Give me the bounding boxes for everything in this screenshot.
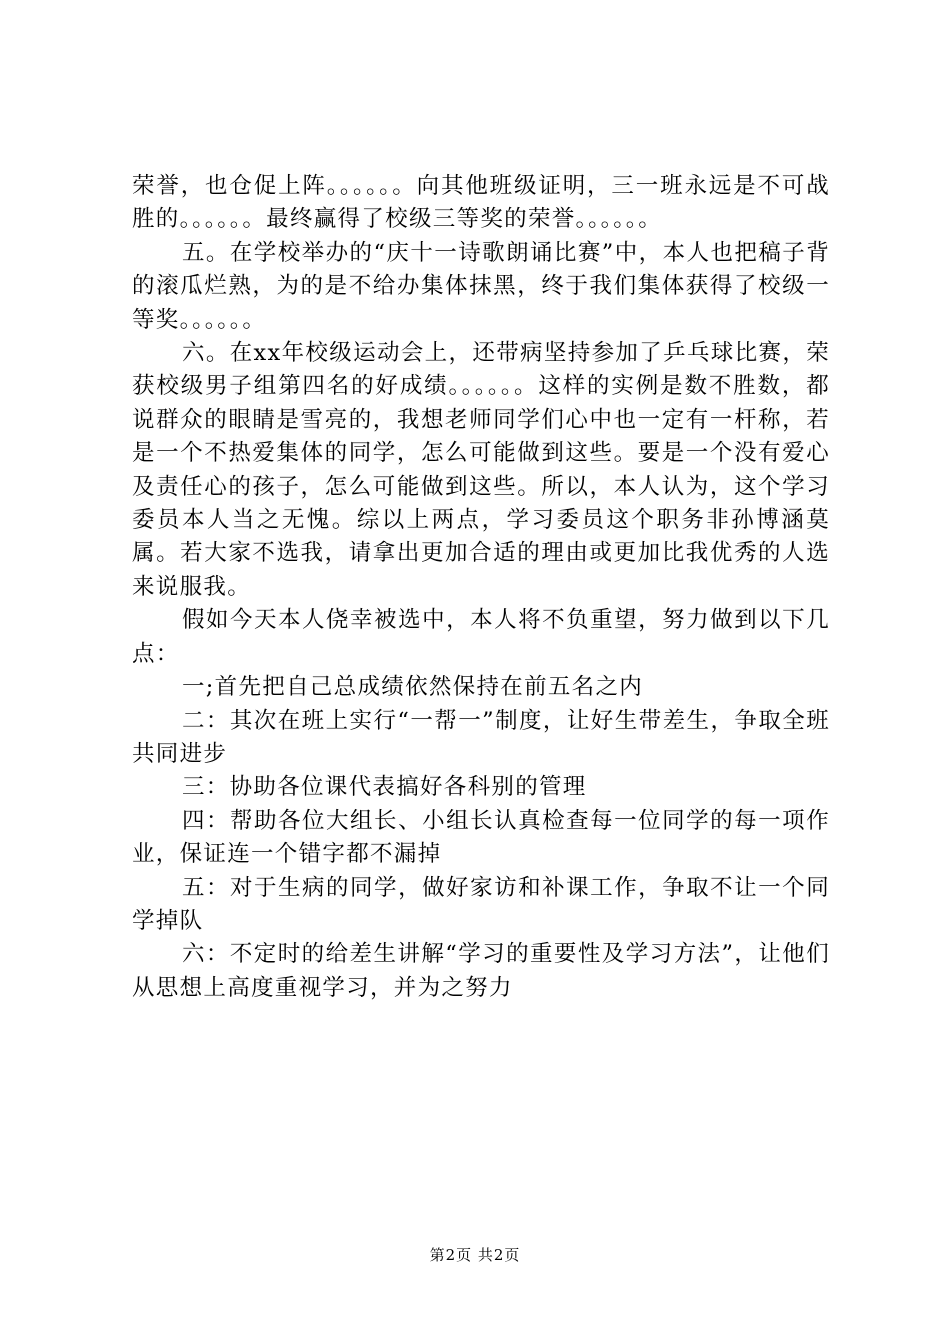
paragraph: 荣誉，也仓促上阵。。。。。。向其他班级证明，三一班永远是不可战胜的。。。。。。最终赢得了校级三等奖的荣誉。。。。。。 [132, 173, 830, 233]
paragraph: 假如今天本人侥幸被选中，本人将不负重望，努力做到以下几点： [132, 607, 830, 667]
list-item: 三：协助各位课代表搞好各科别的管理 [182, 774, 587, 801]
paragraph: 五。在学校举办的“庆十一诗歌朗诵比赛”中，本人也把稿子背的滚瓜烂熟，为的是不给办集体抹黑，终于我们集体获得了校级一等奖。。。。。。 [132, 239, 830, 333]
list-item: 五：对于生病的同学，做好家访和补课工作，争取不让一个同学掉队 [132, 874, 830, 934]
paragraph: 六。在xx年校级运动会上，还带病坚持参加了乒乓球比赛，荣获校级男子组第四名的好成绩。。。。。。这样的实例是数不胜数，都说群众的眼睛是雪亮的，我想老师同学们心中也一定有一杆称，若是一个不热爱集体的同学，怎么可能做到这些。要是一个没有爱心及责任心的孩子，怎么可能做到这些。所以，本人认为，这个学习委员本人当之无愧。综以上两点，学习委员这个职务非孙博涵莫属。若大家不选我，请拿出更加合适的理由或更加比我优秀的人选来说服我。 [132, 340, 830, 600]
list-item: 二：其次在班上实行“一帮一”制度，让好生带差生，争取全班共同进步 [132, 707, 830, 767]
list-item: 四：帮助各位大组长、小组长认真检查每一位同学的每一项作业，保证连一个错字都不漏掉 [132, 807, 830, 868]
list-item: 一;首先把自己总成绩依然保持在前五名之内 [182, 674, 644, 701]
list-item: 六：不定时的给差生讲解“学习的重要性及学习方法”，让他们从思想上高度重视学习，并为之努力 [132, 941, 830, 1001]
document-body [132, 170, 830, 1005]
page-number-footer: 第2页 共2页 [429, 1246, 521, 1264]
